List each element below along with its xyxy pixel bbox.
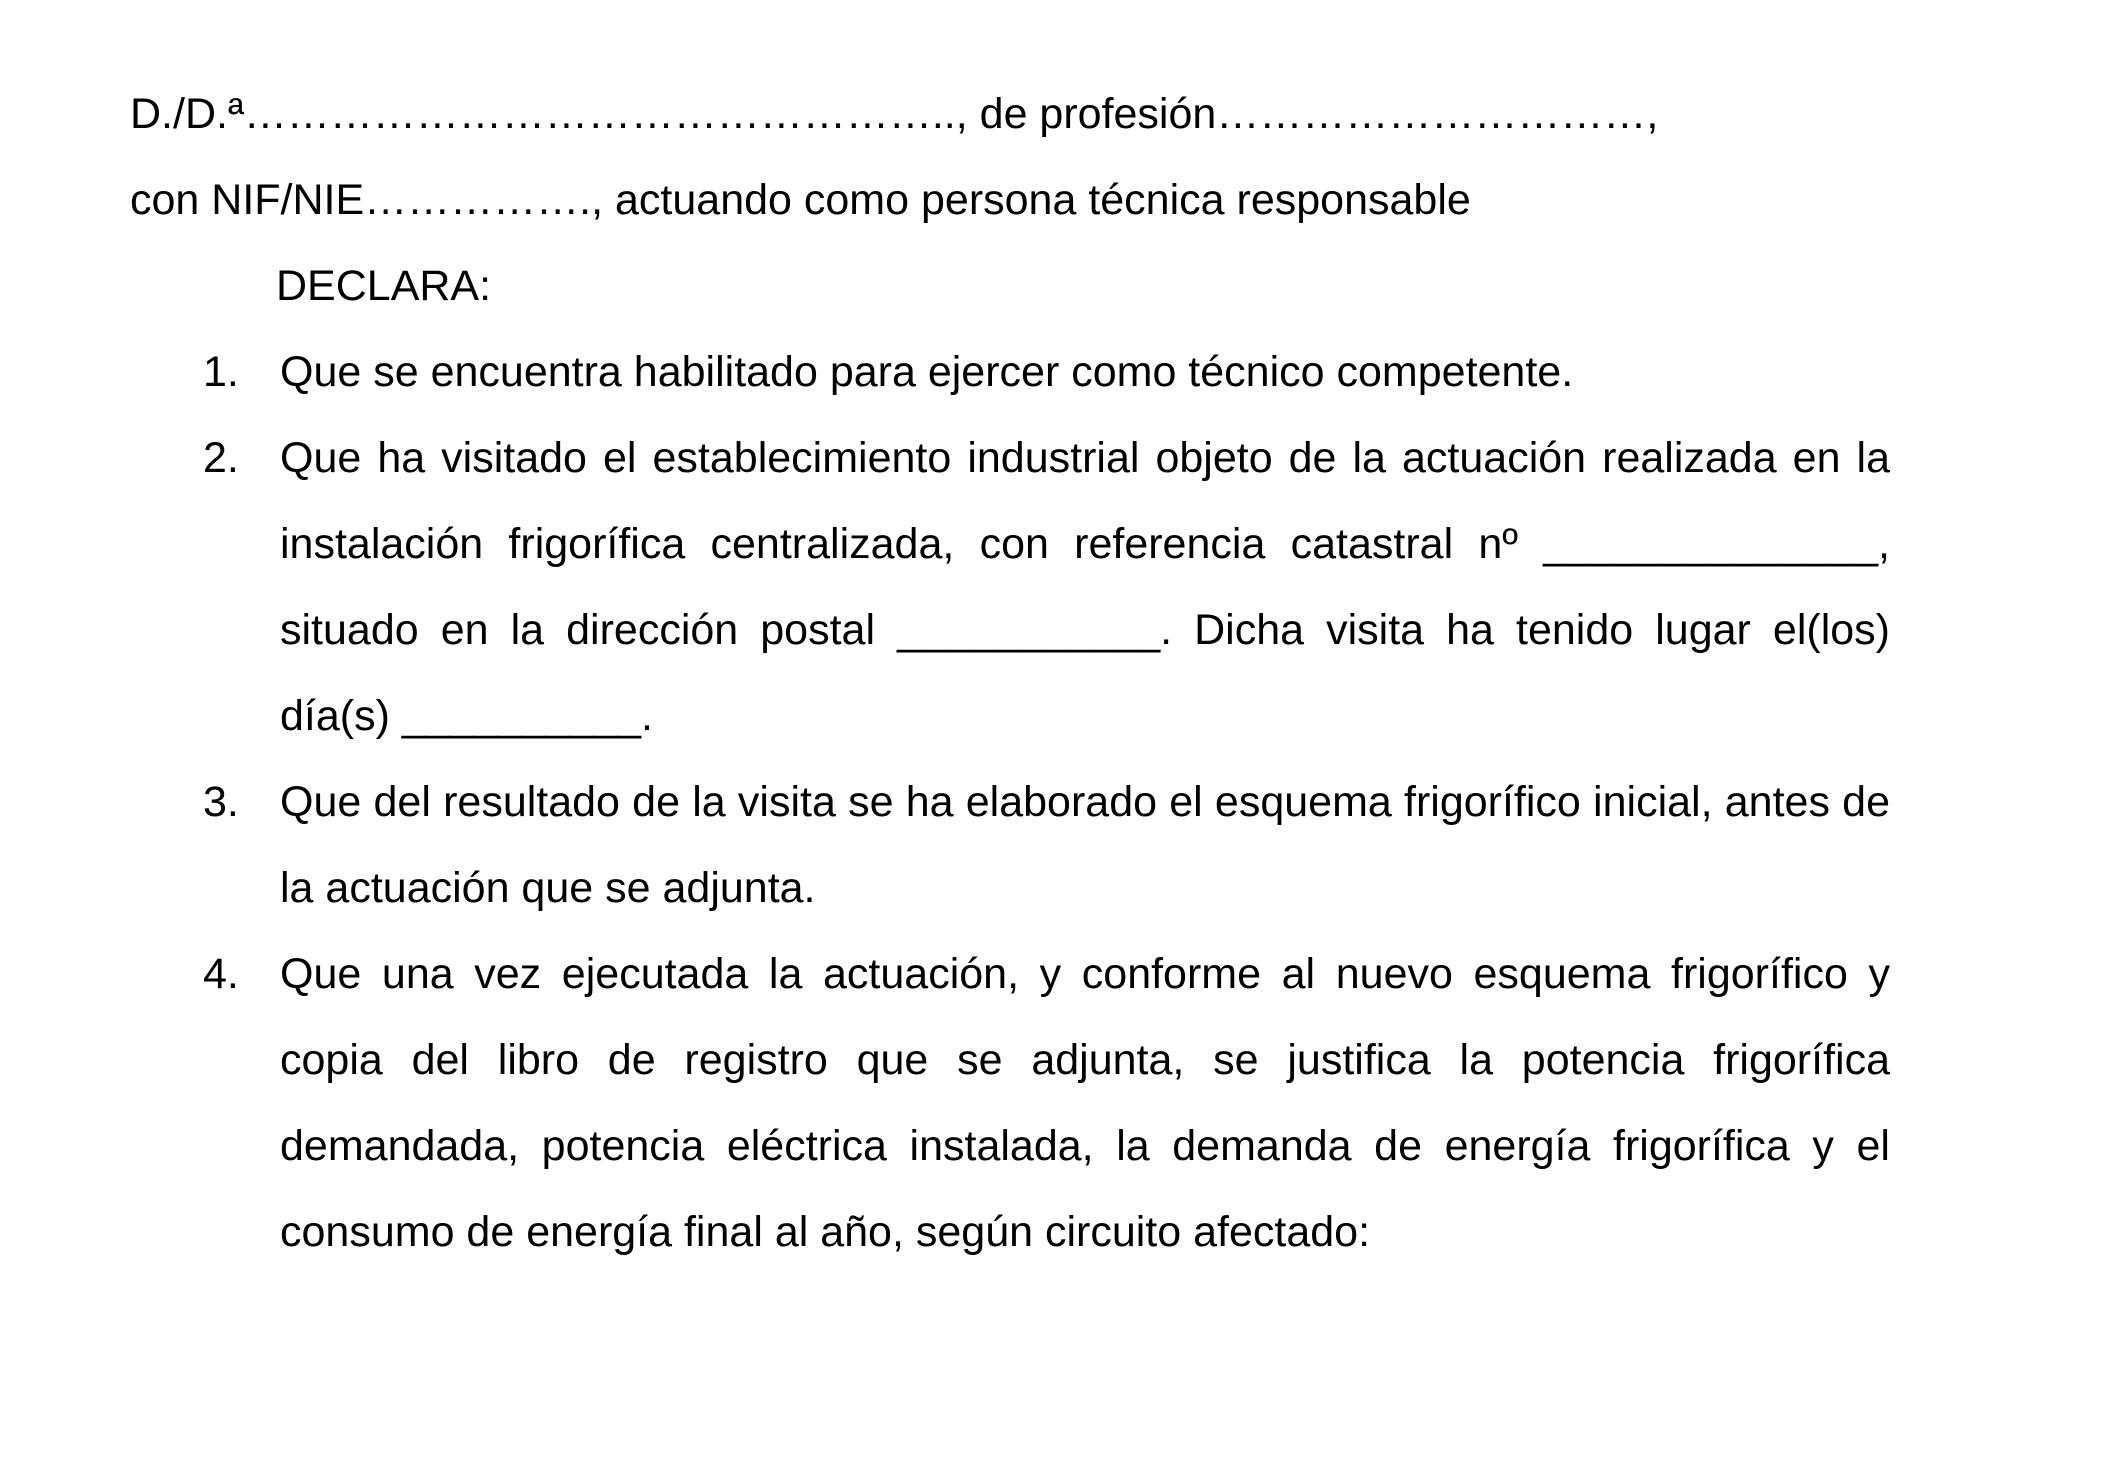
item-number: 1.: [203, 348, 239, 396]
item-text: Que ha visitado el establecimiento industrial objeto de la actuación realizada en la instalación frigorífica centralizada, con referencia catastral nº ______________, situado en la dirección postal ___________. Dicha visita ha tenido lugar el(los) día(s) __________.: [280, 434, 1890, 740]
item-text: Que se encuentra habilitado para ejercer como técnico competente.: [280, 348, 1574, 396]
nif-line: con NIF/NIE……………., actuando como persona técnica responsable: [130, 176, 1471, 224]
declara-heading: DECLARA:: [276, 262, 492, 310]
item-number: 4.: [203, 950, 239, 998]
name-profession-line: D./D.ª………………………………………….., de profesión…………………………,: [130, 90, 1659, 138]
item-number: 3.: [203, 778, 239, 826]
item-number: 2.: [203, 434, 239, 482]
item-text: Que del resultado de la visita se ha elaborado el esquema frigorífico inicial, antes de la actuación que se adjunta.: [280, 778, 1890, 912]
item-text: Que una vez ejecutada la actuación, y conforme al nuevo esquema frigorífico y copia del libro de registro que se adjunta, se justifica la potencia frigorífica demandada, potencia eléctrica instalada, la demanda de energía frigorífica y el consumo de energía final al año, según circuito afectado:: [280, 950, 1890, 1256]
